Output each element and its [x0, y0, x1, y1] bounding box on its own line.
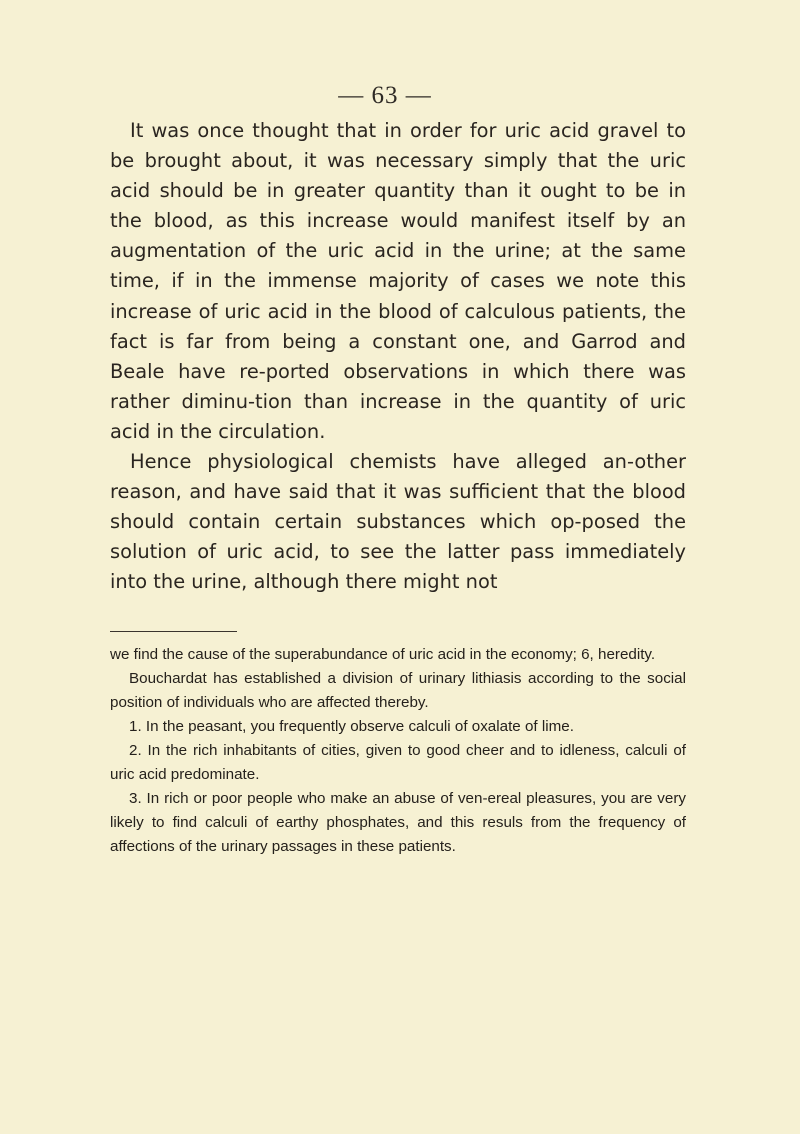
footnote-item-3: 3. In rich or poor people who make an abuse of ven-ereal pleasures, you are very likely to find calculi of earthy phosphates, and this resuls from the frequency of affections of the urinary passages in these patients. [110, 790, 686, 855]
footnote-item-1: 1. In the peasant, you frequently observe calculi of oxalate of lime. [129, 718, 574, 735]
footnote-paragraph-1: we find the cause of the superabundance of uric acid in the economy; 6, heredity. [110, 646, 656, 663]
page-number: — 63 — [338, 82, 432, 109]
body-paragraph-1: It was once thought that in order for uric acid gravel to be brought about, it was necessary simply that the uric acid should be in greater quantity than it ought to be in the blood, as this increase would manifest itself by an augmentation of the uric acid in the urine; at the same time, if in the immense majority of cases we note this increase of uric acid in the blood of calculous patients, the fact is far from being a constant one, and Garrod and Beale have re-ported observations in which there was rather diminu-tion than increase in the quantity of uric acid in the circulation. [110, 119, 686, 443]
footnote-item-2: 2. In the rich inhabitants of cities, given to good cheer and to idleness, calculi of uric acid predominate. [110, 742, 686, 783]
footnote-rule [110, 631, 237, 632]
footnote-paragraph-2: Bouchardat has established a division of urinary lithiasis according to the social position of individuals who are affected thereby. [110, 670, 686, 711]
footnote [110, 643, 686, 859]
main-text [110, 116, 686, 598]
body-paragraph-2: Hence physiological chemists have alleged an-other reason, and have said that it was sufficient that the blood should contain certain substances which op-posed the solution of uric acid, to see the latter pass immediately into the urine, although there might not [110, 450, 686, 594]
